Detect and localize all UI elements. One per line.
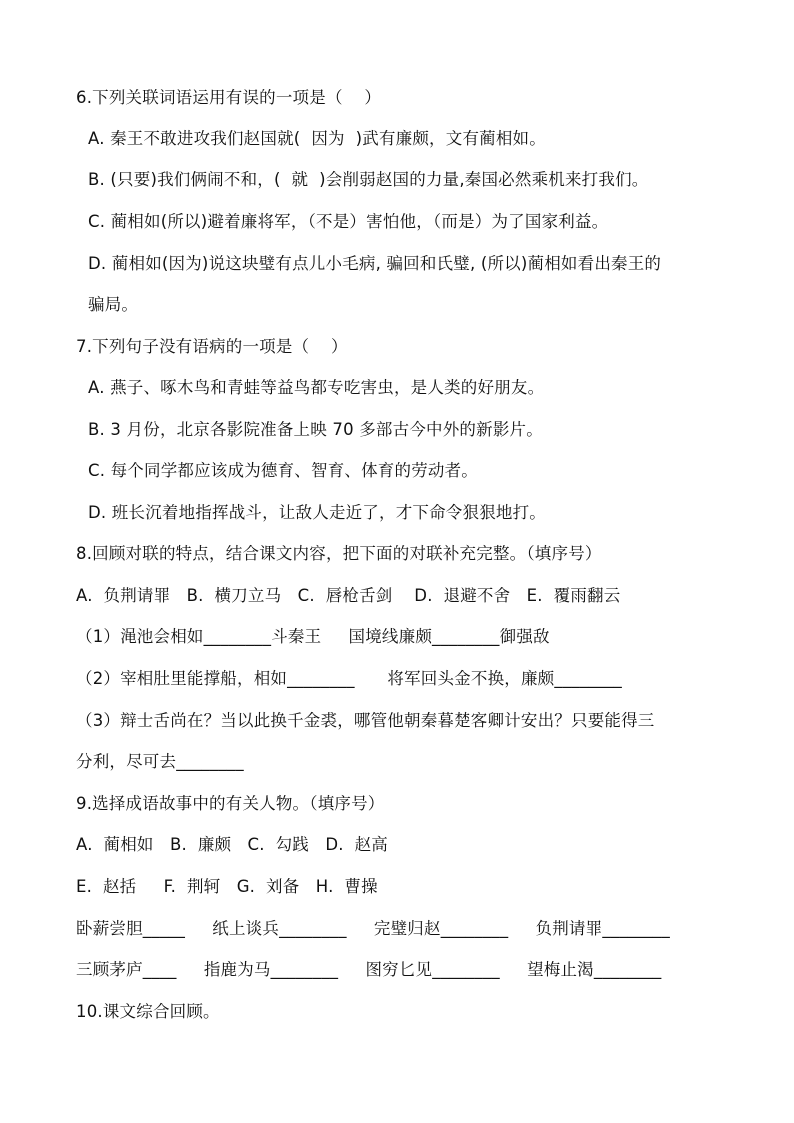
q9-options-row-1: A. 蔺相如 B. 廉颇 C. 勾践 D. 赵高 [76,835,388,854]
q9-stem: 9.选择成语故事中的有关人物。（填序号） [76,794,385,813]
q7-option-a: A. 燕子、啄木鸟和青蛙等益鸟都专吃害虫，是人类的好朋友。 [88,378,545,397]
q7-option-b: B. 3 月份，北京各影院准备上映 70 多部古今中外的新影片。 [88,420,543,439]
q8-options: A. 负荆请罪 B. 横刀立马 C. 唇枪舌剑 D. 退避不舍 E. 覆雨翻云 [76,586,621,605]
q7-option-c: C. 每个同学都应该成为德育、智育、体育的劳动者。 [88,461,479,480]
q6-option-b: B. (只要)我们俩闹不和，( 就 )会削弱赵国的力量,秦国必然乘机来打我们。 [88,170,649,189]
q9-options-row-2: E. 赵括 F. 荆轲 G. 刘备 H. 曹操 [76,877,378,896]
q8-item-3-cont: 分利，尽可去________ [76,752,244,771]
q6-option-d-cont: 骗局。 [88,295,139,314]
q8-item-1: （1）渑池会相如________斗秦王 国境线廉颇________御强敌 [76,627,550,646]
q8-stem: 8.回顾对联的特点，结合课文内容，把下面的对联补充完整。（填序号） [76,544,602,563]
q7-option-d: D. 班长沉着地指挥战斗，让敌人走近了，才下命令狠狠地打。 [88,503,546,522]
q6-stem: 6.下列关联词语运用有误的一项是（ ） [76,88,382,107]
q9-answer-row-2: 三顾茅庐____ 指鹿为马________ 图穷匕见________ 望梅止渴________ [76,960,662,979]
q6-option-a: A. 秦王不敢进攻我们赵国就( 因为 )武有廉颇，文有蔺相如。 [88,129,546,148]
q7-stem: 7.下列句子没有语病的一项是（ ） [76,337,348,356]
q8-item-2: （2）宰相肚里能撑船，相如________ 将军回头金不换，廉颇________ [76,669,622,688]
q10-stem: 10.课文综合回顾。 [76,1002,220,1021]
q6-option-d: D. 蔺相如(因为)说这块璧有点儿小毛病, 骗回和氏璧, (所以)蔺相如看出秦王的 [88,254,662,273]
q8-item-3: （3）辩士舌尚在？当以此换千金裘，哪管他朝秦暮楚客卿计安出？只要能得三 [76,711,655,730]
q6-option-c: C. 蔺相如(所以)避着廉将军，（不是）害怕他，（而是）为了国家利益。 [88,212,609,231]
q9-answer-row-1: 卧薪尝胆_____ 纸上谈兵________ 完璧归赵________ 负荆请罪________ [76,919,670,938]
